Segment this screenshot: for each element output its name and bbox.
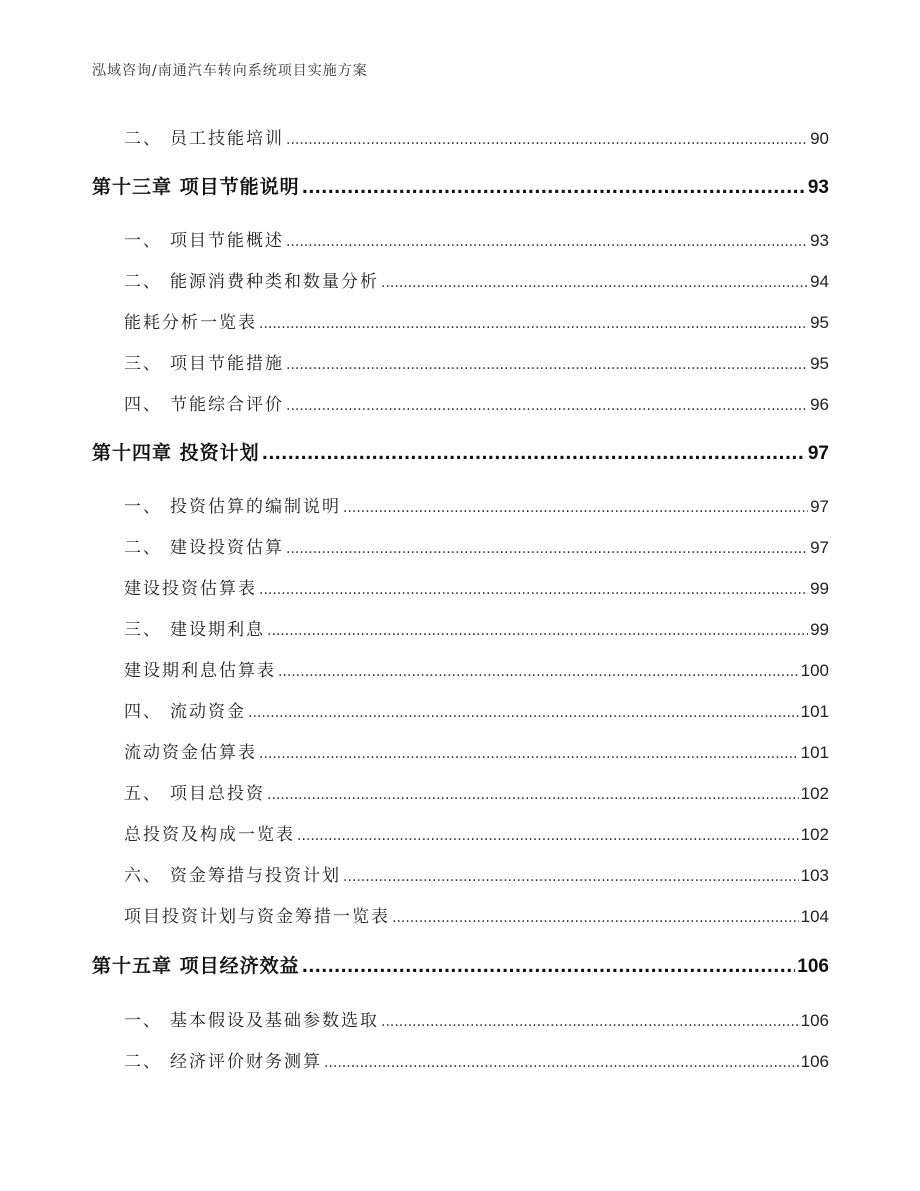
toc-entry-title: 项目总投资	[170, 784, 265, 804]
toc-chapter-page: 93	[807, 177, 829, 198]
toc-chapter[interactable]	[92, 951, 829, 981]
toc-dot-leader	[286, 398, 808, 414]
toc-dot-leader	[259, 582, 808, 598]
page-header: 泓域咨询/南通汽车转向系统项目实施方案	[92, 63, 368, 79]
toc-dot-leader	[343, 500, 808, 516]
toc-dot-leader	[286, 541, 808, 557]
toc-entry-title: 建设期利息估算表	[124, 661, 276, 681]
toc-entry-number: 二、	[124, 538, 162, 558]
toc-entry-page: 103	[800, 866, 829, 885]
toc-entry[interactable]	[124, 1047, 829, 1073]
toc-entry[interactable]	[124, 533, 829, 559]
toc-entry[interactable]	[124, 738, 829, 764]
toc-entry-number: 六、	[124, 866, 162, 886]
toc-entry-page: 102	[800, 784, 829, 803]
toc-chapter-title: 第十五章 项目经济效益	[92, 955, 300, 977]
toc-entry-page: 99	[810, 579, 829, 598]
toc-entry[interactable]	[124, 1006, 829, 1032]
toc-entry-number: 二、	[124, 272, 162, 292]
toc-entry-page: 106	[800, 1052, 829, 1071]
toc-dot-leader	[297, 828, 799, 844]
toc-chapter[interactable]	[92, 172, 829, 202]
toc-entry-title: 建设期利息	[170, 620, 265, 640]
toc-entry-title: 节能综合评价	[170, 395, 284, 415]
toc-entry[interactable]	[124, 390, 829, 416]
toc-dot-leader	[343, 869, 799, 885]
toc-entry-title: 员工技能培训	[170, 129, 284, 149]
toc-entry[interactable]	[124, 656, 829, 682]
toc-entry-title: 投资估算的编制说明	[170, 497, 341, 517]
toc-entry[interactable]	[124, 779, 829, 805]
toc-dot-leader	[248, 705, 799, 721]
toc-entry-page: 102	[800, 825, 829, 844]
toc-dot-leader	[286, 357, 808, 373]
toc-dot-leader	[381, 275, 808, 291]
toc-entry[interactable]	[124, 902, 829, 928]
toc-entry-number: 四、	[124, 395, 162, 415]
toc-entry-number: 四、	[124, 702, 162, 722]
toc-dot-leader	[259, 746, 799, 762]
toc-entry-page: 101	[800, 702, 829, 721]
toc-entry-page: 104	[800, 907, 829, 926]
toc-entry-page: 94	[810, 272, 829, 291]
toc-entry-number: 一、	[124, 1011, 162, 1031]
toc-dot-leader	[392, 910, 799, 926]
toc-dot-leader	[267, 623, 808, 639]
toc-entry-title: 流动资金	[170, 702, 246, 722]
toc-entry-page: 100	[800, 661, 829, 680]
toc-entry-title: 项目节能概述	[170, 231, 284, 251]
toc-chapter-title: 第十三章 项目节能说明	[92, 176, 300, 198]
toc-entry-title: 能耗分析一览表	[124, 313, 257, 333]
toc-entry[interactable]	[124, 226, 829, 252]
toc-dot-leader	[324, 1055, 799, 1071]
toc-entry-title: 流动资金估算表	[124, 743, 257, 763]
toc-entry-page: 106	[800, 1011, 829, 1030]
toc-entry-number: 五、	[124, 784, 162, 804]
toc-entry-number: 二、	[124, 1052, 162, 1072]
toc-entry-page: 90	[810, 129, 829, 148]
toc-entry-title: 基本假设及基础参数选取	[170, 1011, 379, 1031]
toc-entry-number: 三、	[124, 620, 162, 640]
toc-entry[interactable]	[124, 308, 829, 334]
toc-entry[interactable]	[124, 124, 829, 150]
toc-entry-number: 三、	[124, 354, 162, 374]
toc-entry-page: 99	[810, 620, 829, 639]
toc-entry[interactable]	[124, 820, 829, 846]
toc-chapter-title: 第十四章 投资计划	[92, 442, 260, 464]
toc-entry-number: 二、	[124, 129, 162, 149]
toc-entry-title: 项目节能措施	[170, 354, 284, 374]
toc-dot-leader	[278, 664, 799, 680]
toc-dot-leader	[286, 234, 808, 250]
toc-entry-title: 项目投资计划与资金筹措一览表	[124, 907, 390, 927]
toc-entry-title: 经济评价财务测算	[170, 1052, 322, 1072]
toc-entry-title: 资金筹措与投资计划	[170, 866, 341, 886]
toc-entry-page: 95	[810, 354, 829, 373]
toc-entry-title: 建设投资估算表	[124, 579, 257, 599]
toc-entry-page: 96	[810, 395, 829, 414]
toc-dot-leader	[381, 1014, 799, 1030]
toc-entry[interactable]	[124, 349, 829, 375]
toc-dot-leader	[259, 316, 808, 332]
toc-dot-leader	[267, 787, 799, 803]
toc-chapter-page: 97	[807, 443, 829, 464]
toc-dot-leader	[302, 178, 806, 198]
toc-dot-leader	[286, 132, 808, 148]
toc-entry[interactable]	[124, 574, 829, 600]
toc-entry-page: 97	[810, 497, 829, 516]
toc-entry-page: 101	[800, 743, 829, 762]
toc-chapter[interactable]	[92, 438, 829, 468]
toc-entry-page: 95	[810, 313, 829, 332]
toc-entry-number: 一、	[124, 497, 162, 517]
toc-entry-page: 93	[810, 231, 829, 250]
toc-entry[interactable]	[124, 267, 829, 293]
toc-entry-page: 97	[810, 538, 829, 557]
toc-entry[interactable]	[124, 697, 829, 723]
toc-entry[interactable]	[124, 615, 829, 641]
toc-entry[interactable]	[124, 492, 829, 518]
toc-dot-leader	[262, 444, 806, 464]
toc-chapter-page: 106	[797, 956, 829, 977]
toc-dot-leader	[302, 957, 796, 977]
toc-entry-number: 一、	[124, 231, 162, 251]
toc-entry-title: 建设投资估算	[170, 538, 284, 558]
toc-entry-title: 能源消费种类和数量分析	[170, 272, 379, 292]
toc-entry[interactable]	[124, 861, 829, 887]
toc-entry-title: 总投资及构成一览表	[124, 825, 295, 845]
